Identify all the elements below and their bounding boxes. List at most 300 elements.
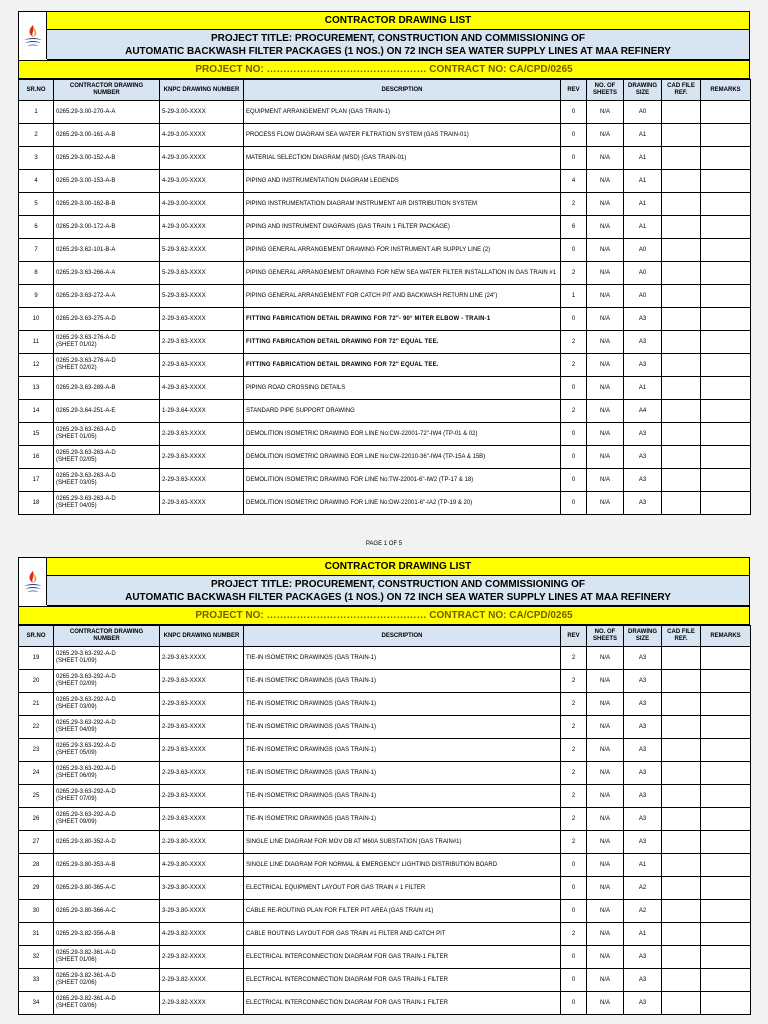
drawing-size-cell: A1 bbox=[624, 216, 662, 239]
table-row bbox=[19, 992, 751, 1015]
drawing-size-cell: A1 bbox=[624, 124, 662, 147]
knpc-drawing-number-cell: 5-29-3.00-XXXX bbox=[160, 101, 244, 124]
cad-file-ref-cell bbox=[662, 969, 701, 992]
description-cell: PIPING GENERAL ARRANGEMENT DRAWING FOR INSTRUMENT AIR SUPPLY LINE (2) bbox=[244, 239, 561, 262]
contractor-drawing-number-cell: 0265.29-3.63-263-A-D (SHEET 04/05) bbox=[54, 492, 160, 515]
remarks-cell bbox=[701, 216, 751, 239]
sr-number-cell: 5 bbox=[19, 193, 54, 216]
knpc-drawing-number-cell: 2-29-3.63-XXXX bbox=[160, 670, 244, 693]
cad-file-ref-cell bbox=[662, 877, 701, 900]
contractor-drawing-number-cell: 0265.29-3.80-353-A-B bbox=[54, 854, 160, 877]
table-row bbox=[19, 900, 751, 923]
remarks-cell bbox=[701, 739, 751, 762]
drawing-size-cell: A3 bbox=[624, 492, 662, 515]
rev-cell: 2 bbox=[561, 262, 587, 285]
contractor-drawing-number-cell: 0265.29-3.63-275-A-D bbox=[54, 308, 160, 331]
table-row bbox=[19, 170, 751, 193]
sr-number-cell: 9 bbox=[19, 285, 54, 308]
no-of-sheets-cell: N/A bbox=[587, 285, 624, 308]
rev-cell: 2 bbox=[561, 716, 587, 739]
sr-number-cell: 30 bbox=[19, 900, 54, 923]
drawing-table bbox=[18, 79, 751, 515]
remarks-cell bbox=[701, 900, 751, 923]
table-row bbox=[19, 423, 751, 446]
remarks-cell bbox=[701, 785, 751, 808]
remarks-cell bbox=[701, 101, 751, 124]
drawing-size-cell: A3 bbox=[624, 354, 662, 377]
cad-file-ref-cell bbox=[662, 946, 701, 969]
rev-cell: 0 bbox=[561, 308, 587, 331]
no-of-sheets-cell: N/A bbox=[587, 647, 624, 670]
sr-number-cell: 3 bbox=[19, 147, 54, 170]
remarks-cell bbox=[701, 762, 751, 785]
rev-cell: 2 bbox=[561, 647, 587, 670]
remarks-cell bbox=[701, 808, 751, 831]
remarks-cell bbox=[701, 923, 751, 946]
remarks-cell bbox=[701, 377, 751, 400]
cad-file-ref-cell bbox=[662, 739, 701, 762]
no-of-sheets-cell: N/A bbox=[587, 762, 624, 785]
no-of-sheets-cell: N/A bbox=[587, 946, 624, 969]
rev-cell: 0 bbox=[561, 900, 587, 923]
cad-file-ref-cell bbox=[662, 854, 701, 877]
rev-cell: 2 bbox=[561, 923, 587, 946]
rev-cell: 2 bbox=[561, 193, 587, 216]
no-of-sheets-cell: N/A bbox=[587, 308, 624, 331]
no-of-sheets-cell: N/A bbox=[587, 446, 624, 469]
rev-cell: 0 bbox=[561, 101, 587, 124]
drawing-table bbox=[18, 625, 751, 1015]
drawing-size-cell: A3 bbox=[624, 969, 662, 992]
page-header bbox=[18, 557, 750, 607]
column-header: KNPC DRAWING NUMBER bbox=[160, 626, 244, 647]
project-title: PROJECT TITLE: PROCUREMENT, CONSTRUCTION AND COMMISSIONING OF AUTOMATIC BACKWASH FILTER PACKAGES (1 NOS.) ON 72 INCH SEA WATER SUPPLY LINES AT MAA REFINERY bbox=[47, 30, 749, 60]
no-of-sheets-cell: N/A bbox=[587, 262, 624, 285]
sr-number-cell: 16 bbox=[19, 446, 54, 469]
no-of-sheets-cell: N/A bbox=[587, 877, 624, 900]
remarks-cell bbox=[701, 831, 751, 854]
cad-file-ref-cell bbox=[662, 992, 701, 1015]
remarks-cell bbox=[701, 670, 751, 693]
no-of-sheets-cell: N/A bbox=[587, 969, 624, 992]
table-row bbox=[19, 969, 751, 992]
remarks-cell bbox=[701, 354, 751, 377]
description-cell: ELECTRICAL INTERCONNECTION DIAGRAM FOR GAS TRAIN-1 FILTER bbox=[244, 992, 561, 1015]
sr-number-cell: 18 bbox=[19, 492, 54, 515]
table-row bbox=[19, 216, 751, 239]
cad-file-ref-cell bbox=[662, 239, 701, 262]
contractor-drawing-number-cell: 0265.29-3.80-365-A-C bbox=[54, 877, 160, 900]
column-header: KNPC DRAWING NUMBER bbox=[160, 80, 244, 101]
table-row bbox=[19, 400, 751, 423]
knpc-drawing-number-cell: 2-29-3.63-XXXX bbox=[160, 647, 244, 670]
rev-cell: 2 bbox=[561, 808, 587, 831]
knpc-drawing-number-cell: 3-29-3.80-XXXX bbox=[160, 900, 244, 923]
column-header: REV bbox=[561, 626, 587, 647]
sr-number-cell: 22 bbox=[19, 716, 54, 739]
table-row bbox=[19, 101, 751, 124]
knpc-drawing-number-cell: 4-29-3.00-XXXX bbox=[160, 216, 244, 239]
column-header: SR.NO bbox=[19, 80, 54, 101]
contractor-drawing-number-cell: 0265.29-3.82-361-A-D (SHEET 02/06) bbox=[54, 969, 160, 992]
drawing-size-cell: A1 bbox=[624, 193, 662, 216]
description-cell: PIPING GENERAL ARRANGEMENT FOR CATCH PIT AND BACKWASH RETURN LINE (24") bbox=[244, 285, 561, 308]
no-of-sheets-cell: N/A bbox=[587, 900, 624, 923]
contractor-drawing-number-cell: 0265.29-3.63-292-A-D (SHEET 09/09) bbox=[54, 808, 160, 831]
remarks-cell bbox=[701, 147, 751, 170]
knpc-drawing-number-cell: 4-29-3.00-XXXX bbox=[160, 124, 244, 147]
contractor-drawing-number-cell: 0265.29-3.00-162-B-B bbox=[54, 193, 160, 216]
knpc-drawing-number-cell: 2-29-3.63-XXXX bbox=[160, 716, 244, 739]
rev-cell: 0 bbox=[561, 446, 587, 469]
knpc-drawing-number-cell: 1-29-3.64-XXXX bbox=[160, 400, 244, 423]
table-row bbox=[19, 331, 751, 354]
contractor-drawing-number-cell: 0265.29-3.00-172-A-B bbox=[54, 216, 160, 239]
description-cell: DEMOLITION ISOMETRIC DRAWING FOR LINE No:DW-22001-6"-IA2 (TP-19 & 20) bbox=[244, 492, 561, 515]
cad-file-ref-cell bbox=[662, 354, 701, 377]
project-contract-number: PROJECT NO: ………………………………………… CONTRACT NO: CA/CPD/0265 bbox=[18, 607, 750, 625]
sr-number-cell: 20 bbox=[19, 670, 54, 693]
table-row bbox=[19, 647, 751, 670]
sr-number-cell: 13 bbox=[19, 377, 54, 400]
table-row bbox=[19, 193, 751, 216]
cad-file-ref-cell bbox=[662, 670, 701, 693]
no-of-sheets-cell: N/A bbox=[587, 739, 624, 762]
no-of-sheets-cell: N/A bbox=[587, 469, 624, 492]
sr-number-cell: 15 bbox=[19, 423, 54, 446]
drawing-size-cell: A1 bbox=[624, 147, 662, 170]
table-header-row bbox=[19, 626, 751, 647]
no-of-sheets-cell: N/A bbox=[587, 831, 624, 854]
table-row bbox=[19, 762, 751, 785]
description-cell: STANDARD PIPE SUPPORT DRAWING bbox=[244, 400, 561, 423]
rev-cell: 2 bbox=[561, 670, 587, 693]
drawing-size-cell: A2 bbox=[624, 900, 662, 923]
sr-number-cell: 2 bbox=[19, 124, 54, 147]
drawing-size-cell: A3 bbox=[624, 992, 662, 1015]
cad-file-ref-cell bbox=[662, 762, 701, 785]
cad-file-ref-cell bbox=[662, 446, 701, 469]
sr-number-cell: 24 bbox=[19, 762, 54, 785]
description-cell: PIPING ROAD CROSSING DETAILS bbox=[244, 377, 561, 400]
drawing-size-cell: A0 bbox=[624, 239, 662, 262]
contractor-drawing-number-cell: 0265.29-3.63-272-A-A bbox=[54, 285, 160, 308]
no-of-sheets-cell: N/A bbox=[587, 124, 624, 147]
no-of-sheets-cell: N/A bbox=[587, 854, 624, 877]
drawing-size-cell: A0 bbox=[624, 101, 662, 124]
contractor-drawing-number-cell: 0265.29-3.00-161-A-B bbox=[54, 124, 160, 147]
knpc-drawing-number-cell: 4-29-3.82-XXXX bbox=[160, 923, 244, 946]
contractor-drawing-number-cell: 0265.29-3.63-292-A-D (SHEET 04/09) bbox=[54, 716, 160, 739]
knpc-drawing-number-cell: 2-29-3.63-XXXX bbox=[160, 693, 244, 716]
drawing-size-cell: A1 bbox=[624, 923, 662, 946]
remarks-cell bbox=[701, 400, 751, 423]
contractor-drawing-number-cell: 0265.29-3.63-292-A-D (SHEET 03/09) bbox=[54, 693, 160, 716]
cad-file-ref-cell bbox=[662, 331, 701, 354]
knpc-drawing-number-cell: 4-29-3.00-XXXX bbox=[160, 170, 244, 193]
no-of-sheets-cell: N/A bbox=[587, 101, 624, 124]
knpc-drawing-number-cell: 3-29-3.80-XXXX bbox=[160, 877, 244, 900]
description-cell: EQUIPMENT ARRANGEMENT PLAN (GAS TRAIN-1) bbox=[244, 101, 561, 124]
no-of-sheets-cell: N/A bbox=[587, 216, 624, 239]
table-row bbox=[19, 147, 751, 170]
sr-number-cell: 7 bbox=[19, 239, 54, 262]
drawing-size-cell: A3 bbox=[624, 716, 662, 739]
sr-number-cell: 33 bbox=[19, 969, 54, 992]
table-row bbox=[19, 739, 751, 762]
rev-cell: 2 bbox=[561, 693, 587, 716]
description-cell: TIE-IN ISOMETRIC DRAWINGS (GAS TRAIN-1) bbox=[244, 716, 561, 739]
rev-cell: 2 bbox=[561, 831, 587, 854]
table-row bbox=[19, 923, 751, 946]
sr-number-cell: 11 bbox=[19, 331, 54, 354]
knpc-drawing-number-cell: 4-29-3.00-XXXX bbox=[160, 147, 244, 170]
table-row bbox=[19, 285, 751, 308]
table-row bbox=[19, 693, 751, 716]
table-row bbox=[19, 670, 751, 693]
description-cell: FITTING FABRICATION DETAIL DRAWING FOR 72"- 90° MITER ELBOW - TRAIN-1 bbox=[244, 308, 561, 331]
knpc-drawing-number-cell: 2-29-3.63-XXXX bbox=[160, 354, 244, 377]
sr-number-cell: 23 bbox=[19, 739, 54, 762]
cad-file-ref-cell bbox=[662, 647, 701, 670]
drawing-size-cell: A3 bbox=[624, 331, 662, 354]
contractor-drawing-number-cell: 0265.29-3.63-276-A-D (SHEET 01/02) bbox=[54, 331, 160, 354]
knpc-drawing-number-cell: 5-29-3.62-XXXX bbox=[160, 239, 244, 262]
rev-cell: 0 bbox=[561, 492, 587, 515]
no-of-sheets-cell: N/A bbox=[587, 785, 624, 808]
no-of-sheets-cell: N/A bbox=[587, 670, 624, 693]
sr-number-cell: 27 bbox=[19, 831, 54, 854]
cad-file-ref-cell bbox=[662, 170, 701, 193]
no-of-sheets-cell: N/A bbox=[587, 193, 624, 216]
remarks-cell bbox=[701, 331, 751, 354]
knpc-drawing-number-cell: 2-29-3.63-XXXX bbox=[160, 423, 244, 446]
no-of-sheets-cell: N/A bbox=[587, 170, 624, 193]
sr-number-cell: 19 bbox=[19, 647, 54, 670]
sr-number-cell: 26 bbox=[19, 808, 54, 831]
cad-file-ref-cell bbox=[662, 400, 701, 423]
sr-number-cell: 6 bbox=[19, 216, 54, 239]
sr-number-cell: 34 bbox=[19, 992, 54, 1015]
no-of-sheets-cell: N/A bbox=[587, 354, 624, 377]
drawing-size-cell: A3 bbox=[624, 423, 662, 446]
remarks-cell bbox=[701, 492, 751, 515]
contractor-drawing-number-cell: 0265.29-3.00-153-A-B bbox=[54, 170, 160, 193]
drawing-size-cell: A3 bbox=[624, 808, 662, 831]
rev-cell: 0 bbox=[561, 377, 587, 400]
contractor-drawing-number-cell: 0265.29-3.00-270-A-A bbox=[54, 101, 160, 124]
table-row bbox=[19, 808, 751, 831]
table-row bbox=[19, 308, 751, 331]
table-row bbox=[19, 492, 751, 515]
drawing-size-cell: A3 bbox=[624, 647, 662, 670]
sr-number-cell: 12 bbox=[19, 354, 54, 377]
knpc-drawing-number-cell: 2-29-3.82-XXXX bbox=[160, 969, 244, 992]
rev-cell: 1 bbox=[561, 285, 587, 308]
table-row bbox=[19, 877, 751, 900]
knpc-drawing-number-cell: 2-29-3.63-XXXX bbox=[160, 331, 244, 354]
sr-number-cell: 14 bbox=[19, 400, 54, 423]
description-cell: PIPING INSTRUMENTATION DIAGRAM INSTRUMENT AIR DISTRIBUTION SYSTEM bbox=[244, 193, 561, 216]
cad-file-ref-cell bbox=[662, 285, 701, 308]
rev-cell: 0 bbox=[561, 877, 587, 900]
contractor-drawing-number-cell: 0265.29-3.80-352-A-D bbox=[54, 831, 160, 854]
remarks-cell bbox=[701, 285, 751, 308]
drawing-list-page-2 bbox=[18, 557, 750, 1015]
cad-file-ref-cell bbox=[662, 216, 701, 239]
cad-file-ref-cell bbox=[662, 469, 701, 492]
column-header: CAD FILE REF. bbox=[662, 626, 701, 647]
drawing-size-cell: A3 bbox=[624, 469, 662, 492]
no-of-sheets-cell: N/A bbox=[587, 423, 624, 446]
table-row bbox=[19, 446, 751, 469]
column-header: REMARKS bbox=[701, 626, 751, 647]
rev-cell: 0 bbox=[561, 423, 587, 446]
description-cell: MATERIAL SELECTION DIAGRAM (MSD) (GAS TRAIN-01) bbox=[244, 147, 561, 170]
no-of-sheets-cell: N/A bbox=[587, 808, 624, 831]
description-cell: TIE-IN ISOMETRIC DRAWINGS (GAS TRAIN-1) bbox=[244, 762, 561, 785]
sr-number-cell: 8 bbox=[19, 262, 54, 285]
cad-file-ref-cell bbox=[662, 785, 701, 808]
cad-file-ref-cell bbox=[662, 308, 701, 331]
contractor-drawing-number-cell: 0265.29-3.82-361-A-D (SHEET 03/06) bbox=[54, 992, 160, 1015]
contractor-drawing-number-cell: 0265.29-3.63-292-A-D (SHEET 06/09) bbox=[54, 762, 160, 785]
description-cell: ELECTRICAL INTERCONNECTION DIAGRAM FOR GAS TRAIN-1 FILTER bbox=[244, 969, 561, 992]
remarks-cell bbox=[701, 262, 751, 285]
description-cell: CABLE ROUTING LAYOUT FOR GAS TRAIN #1 FILTER AND CATCH PIT bbox=[244, 923, 561, 946]
no-of-sheets-cell: N/A bbox=[587, 331, 624, 354]
drawing-size-cell: A3 bbox=[624, 446, 662, 469]
no-of-sheets-cell: N/A bbox=[587, 239, 624, 262]
cad-file-ref-cell bbox=[662, 124, 701, 147]
remarks-cell bbox=[701, 308, 751, 331]
description-cell: TIE-IN ISOMETRIC DRAWINGS (GAS TRAIN-1) bbox=[244, 808, 561, 831]
remarks-cell bbox=[701, 446, 751, 469]
column-header: CONTRACTOR DRAWING NUMBER bbox=[54, 80, 160, 101]
project-contract-number: PROJECT NO: ………………………………………… CONTRACT NO: CA/CPD/0265 bbox=[18, 61, 750, 79]
table-row bbox=[19, 946, 751, 969]
contractor-drawing-number-cell: 0265.29-3.64-251-A-E bbox=[54, 400, 160, 423]
column-header: DESCRIPTION bbox=[244, 80, 561, 101]
rev-cell: 0 bbox=[561, 854, 587, 877]
table-row bbox=[19, 831, 751, 854]
cad-file-ref-cell bbox=[662, 193, 701, 216]
description-cell: PIPING GENERAL ARRANGEMENT DRAWING FOR NEW SEA WATER FILTER INSTALLATION IN GAS TRAIN #1 bbox=[244, 262, 561, 285]
drawing-size-cell: A1 bbox=[624, 377, 662, 400]
no-of-sheets-cell: N/A bbox=[587, 147, 624, 170]
remarks-cell bbox=[701, 124, 751, 147]
rev-cell: 0 bbox=[561, 946, 587, 969]
description-cell: DEMOLITION ISOMETRIC DRAWING EOR LINE No:CW-22010-36"-IW4 (TP-15A & 15B) bbox=[244, 446, 561, 469]
contractor-drawing-number-cell: 0265.29-3.63-263-A-D (SHEET 01/05) bbox=[54, 423, 160, 446]
contractor-drawing-number-cell: 0265.29-3.63-266-A-A bbox=[54, 262, 160, 285]
description-cell: TIE-IN ISOMETRIC DRAWINGS (GAS TRAIN-1) bbox=[244, 785, 561, 808]
description-cell: SINGLE LINE DIAGRAM FOR NORMAL & EMERGENCY LIGHTING DISTRIBUTION BOARD bbox=[244, 854, 561, 877]
contractor-drawing-number-cell: 0265.29-3.63-263-A-D (SHEET 02/05) bbox=[54, 446, 160, 469]
contractor-drawing-number-cell: 0265.29-3.63-292-A-D (SHEET 05/09) bbox=[54, 739, 160, 762]
column-header: REMARKS bbox=[701, 80, 751, 101]
description-cell: ELECTRICAL EQUIPMENT LAYOUT FOR GAS TRAIN # 1 FILTER bbox=[244, 877, 561, 900]
remarks-cell bbox=[701, 716, 751, 739]
cad-file-ref-cell bbox=[662, 101, 701, 124]
sr-number-cell: 32 bbox=[19, 946, 54, 969]
remarks-cell bbox=[701, 969, 751, 992]
cad-file-ref-cell bbox=[662, 693, 701, 716]
cad-file-ref-cell bbox=[662, 423, 701, 446]
cad-file-ref-cell bbox=[662, 716, 701, 739]
company-logo bbox=[19, 12, 47, 59]
cad-file-ref-cell bbox=[662, 831, 701, 854]
contractor-drawing-number-cell: 0265.29-3.63-292-A-D (SHEET 07/09) bbox=[54, 785, 160, 808]
sr-number-cell: 1 bbox=[19, 101, 54, 124]
drawing-size-cell: A3 bbox=[624, 739, 662, 762]
table-row bbox=[19, 239, 751, 262]
description-cell: ELECTRICAL INTERCONNECTION DIAGRAM FOR GAS TRAIN-1 FILTER bbox=[244, 946, 561, 969]
knpc-drawing-number-cell: 2-29-3.63-XXXX bbox=[160, 808, 244, 831]
sr-number-cell: 17 bbox=[19, 469, 54, 492]
rev-cell: 2 bbox=[561, 739, 587, 762]
remarks-cell bbox=[701, 854, 751, 877]
rev-cell: 0 bbox=[561, 969, 587, 992]
column-header: DRAWING SIZE bbox=[624, 80, 662, 101]
knpc-drawing-number-cell: 2-29-3.63-XXXX bbox=[160, 469, 244, 492]
remarks-cell bbox=[701, 193, 751, 216]
description-cell: PROCESS FLOW DIAGRAM SEA WATER FILTRATION SYSTEM (GAS TRAIN-01) bbox=[244, 124, 561, 147]
knpc-drawing-number-cell: 2-29-3.63-XXXX bbox=[160, 308, 244, 331]
knpc-drawing-number-cell: 2-29-3.63-XXXX bbox=[160, 785, 244, 808]
drawing-size-cell: A3 bbox=[624, 762, 662, 785]
cad-file-ref-cell bbox=[662, 377, 701, 400]
column-header: SR.NO bbox=[19, 626, 54, 647]
document-title: CONTRACTOR DRAWING LIST bbox=[47, 558, 749, 576]
description-cell: CABLE RE-ROUTING PLAN FOR FILTER PIT AREA (GAS TRAIN #1) bbox=[244, 900, 561, 923]
knpc-drawing-number-cell: 2-29-3.82-XXXX bbox=[160, 992, 244, 1015]
description-cell: SINGLE LINE DIAGRAM FOR MOV DB AT M60A SUBSTATION (GAS TRAIN#1) bbox=[244, 831, 561, 854]
drawing-size-cell: A1 bbox=[624, 854, 662, 877]
table-row bbox=[19, 377, 751, 400]
knpc-drawing-number-cell: 5-29-3.63-XXXX bbox=[160, 262, 244, 285]
remarks-cell bbox=[701, 877, 751, 900]
drawing-size-cell: A3 bbox=[624, 831, 662, 854]
remarks-cell bbox=[701, 469, 751, 492]
rev-cell: 2 bbox=[561, 354, 587, 377]
no-of-sheets-cell: N/A bbox=[587, 492, 624, 515]
drawing-size-cell: A0 bbox=[624, 285, 662, 308]
rev-cell: 2 bbox=[561, 400, 587, 423]
cad-file-ref-cell bbox=[662, 492, 701, 515]
remarks-cell bbox=[701, 946, 751, 969]
description-cell: PIPING AND INSTRUMENTATION DIAGRAM LEGENDS bbox=[244, 170, 561, 193]
description-cell: FITTING FABRICATION DETAIL DRAWING FOR 72" EQUAL TEE. bbox=[244, 354, 561, 377]
knpc-drawing-number-cell: 4-29-3.80-XXXX bbox=[160, 854, 244, 877]
description-cell: TIE-IN ISOMETRIC DRAWINGS (GAS TRAIN-1) bbox=[244, 647, 561, 670]
sr-number-cell: 4 bbox=[19, 170, 54, 193]
table-row bbox=[19, 262, 751, 285]
sr-number-cell: 29 bbox=[19, 877, 54, 900]
description-cell: TIE-IN ISOMETRIC DRAWINGS (GAS TRAIN-1) bbox=[244, 670, 561, 693]
drawing-size-cell: A2 bbox=[624, 877, 662, 900]
rev-cell: 0 bbox=[561, 124, 587, 147]
page-number: PAGE 1 OF 5 bbox=[365, 541, 403, 547]
rev-cell: 2 bbox=[561, 762, 587, 785]
table-header-row bbox=[19, 80, 751, 101]
sr-number-cell: 21 bbox=[19, 693, 54, 716]
contractor-drawing-number-cell: 0265.29-3.63-276-A-D (SHEET 02/02) bbox=[54, 354, 160, 377]
remarks-cell bbox=[701, 239, 751, 262]
contractor-drawing-number-cell: 0265.29-3.63-289-A-B bbox=[54, 377, 160, 400]
remarks-cell bbox=[701, 170, 751, 193]
drawing-size-cell: A1 bbox=[624, 170, 662, 193]
